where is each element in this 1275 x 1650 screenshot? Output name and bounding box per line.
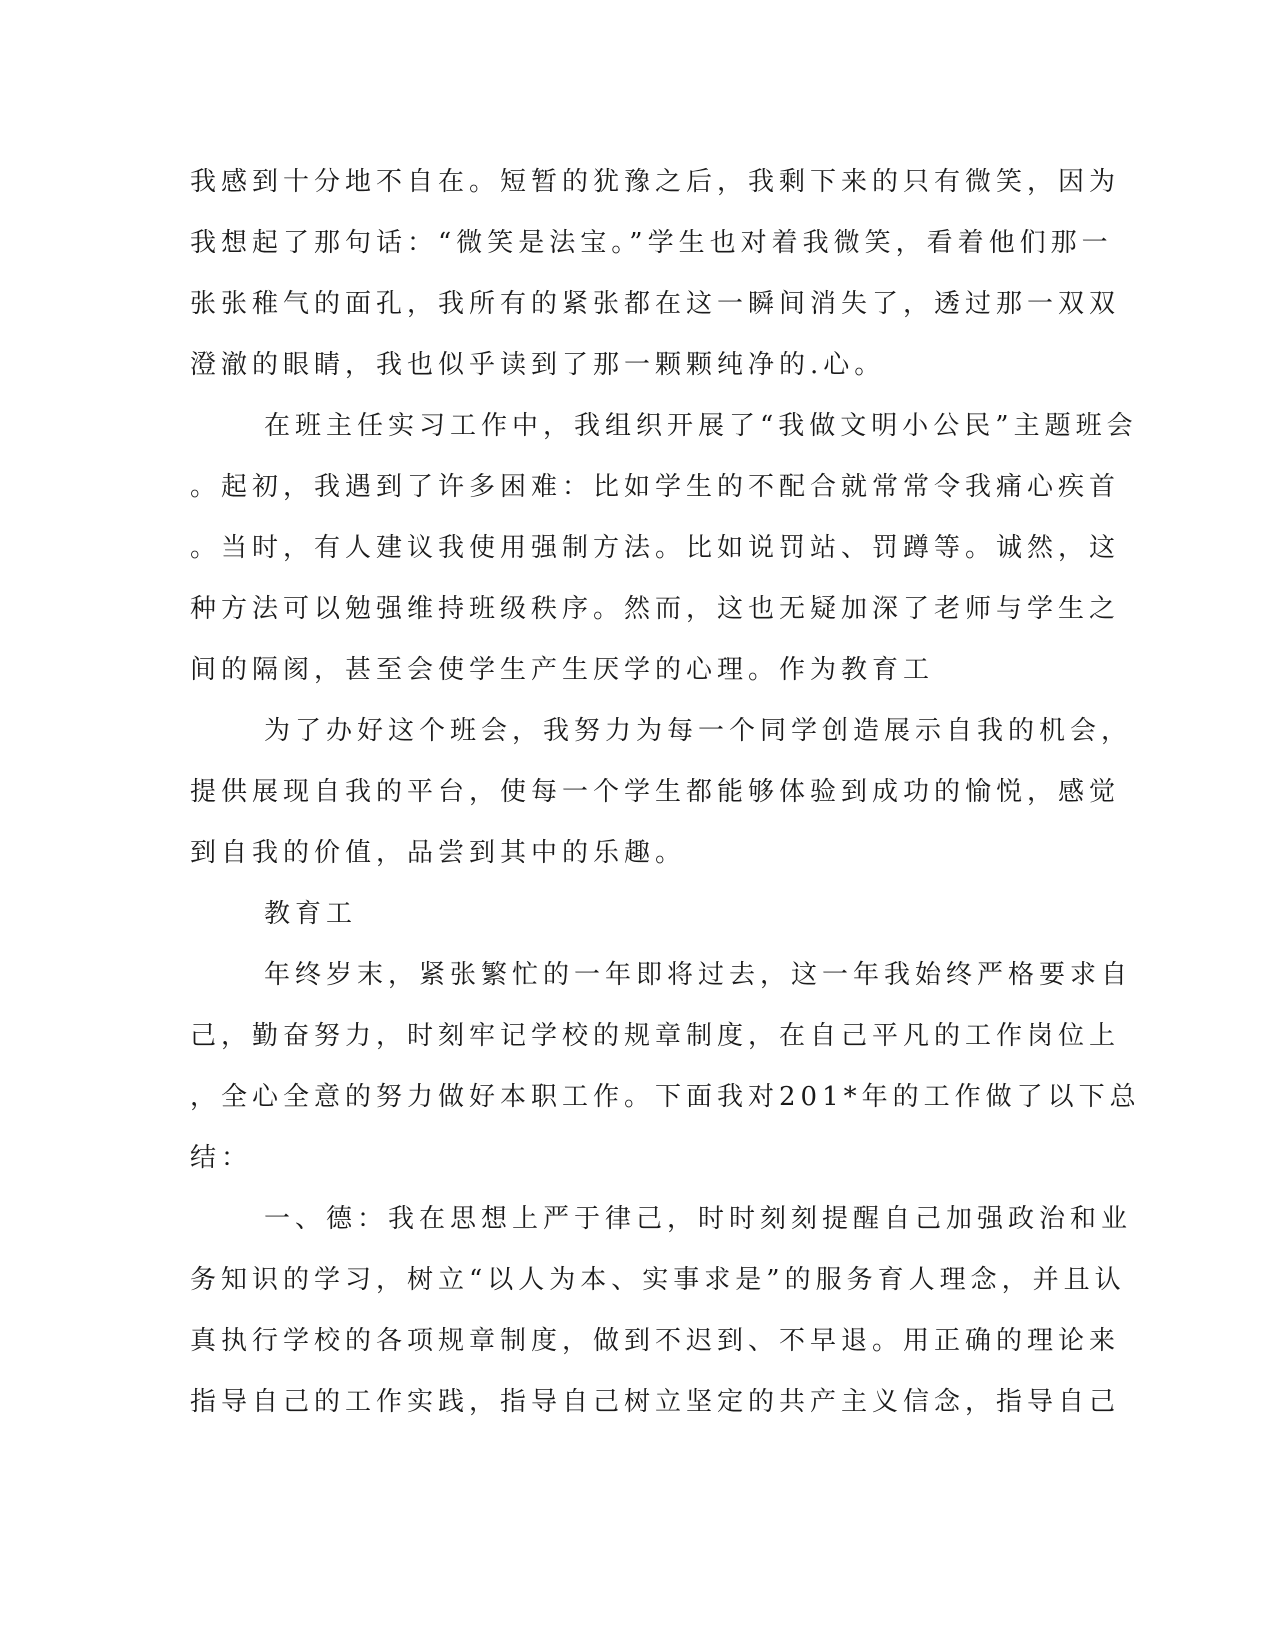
text-line: 务知识的学习，树立“以人为本、实事求是”的服务育人理念，并且认 (190, 1265, 1126, 1295)
text-line: 。起初，我遇到了许多困难：比如学生的不配合就常常令我痛心疾首 (190, 472, 1121, 502)
text-line: 张张稚气的面孔，我所有的紧张都在这一瞬间消失了，透过那一双双 (190, 289, 1121, 319)
text-line: 间的隔阂，甚至会使学生产生厌学的心理。作为教育工 (190, 655, 935, 685)
paragraph-first-line: 一、德：我在思想上严于律己，时时刻刻提醒自己加强政治和业 (264, 1204, 1133, 1234)
text-line: 我感到十分地不自在。短暂的犹豫之后，我剩下来的只有微笑，因为 (190, 167, 1121, 197)
text-line: 己，勤奋努力，时刻牢记学校的规章制度，在自己平凡的工作岗位上 (190, 1021, 1121, 1051)
text-line: 结： (190, 1143, 253, 1173)
paragraph-first-line: 在班主任实习工作中，我组织开展了“我做文明小公民”主题班会 (264, 411, 1138, 441)
text-line: 到自我的价值，品尝到其中的乐趣。 (190, 838, 687, 868)
text-line: 种方法可以勉强维持班级秩序。然而，这也无疑加深了老师与学生之 (190, 594, 1121, 624)
text-line: 我想起了那句话：“微笑是法宝。”学生也对着我微笑，看着他们那一 (190, 228, 1113, 258)
text-line: 。当时，有人建议我使用强制方法。比如说罚站、罚蹲等。诚然，这 (190, 533, 1121, 563)
text-line: ，全心全意的努力做好本职工作。下面我对201*年的工作做了以下总 (190, 1082, 1141, 1112)
document-body (190, 162, 1141, 1443)
paragraph-first-line: 为了办好这个班会，我努力为每一个同学创造展示自我的机会， (264, 716, 1133, 746)
text-line: 指导自己的工作实践，指导自己树立坚定的共产主义信念，指导自己 (190, 1387, 1121, 1417)
text-line: 澄澈的眼睛，我也似乎读到了那一颗颗纯净的.心。 (190, 350, 886, 380)
text-line: 真执行学校的各项规章制度，做到不迟到、不早退。用正确的理论来 (190, 1326, 1121, 1356)
text-line: 提供展现自我的平台，使每一个学生都能够体验到成功的愉悦，感觉 (190, 777, 1121, 807)
paragraph-first-line: 教育工 (264, 899, 358, 929)
paragraph-first-line: 年终岁末，紧张繁忙的一年即将过去，这一年我始终严格要求自 (264, 960, 1133, 990)
